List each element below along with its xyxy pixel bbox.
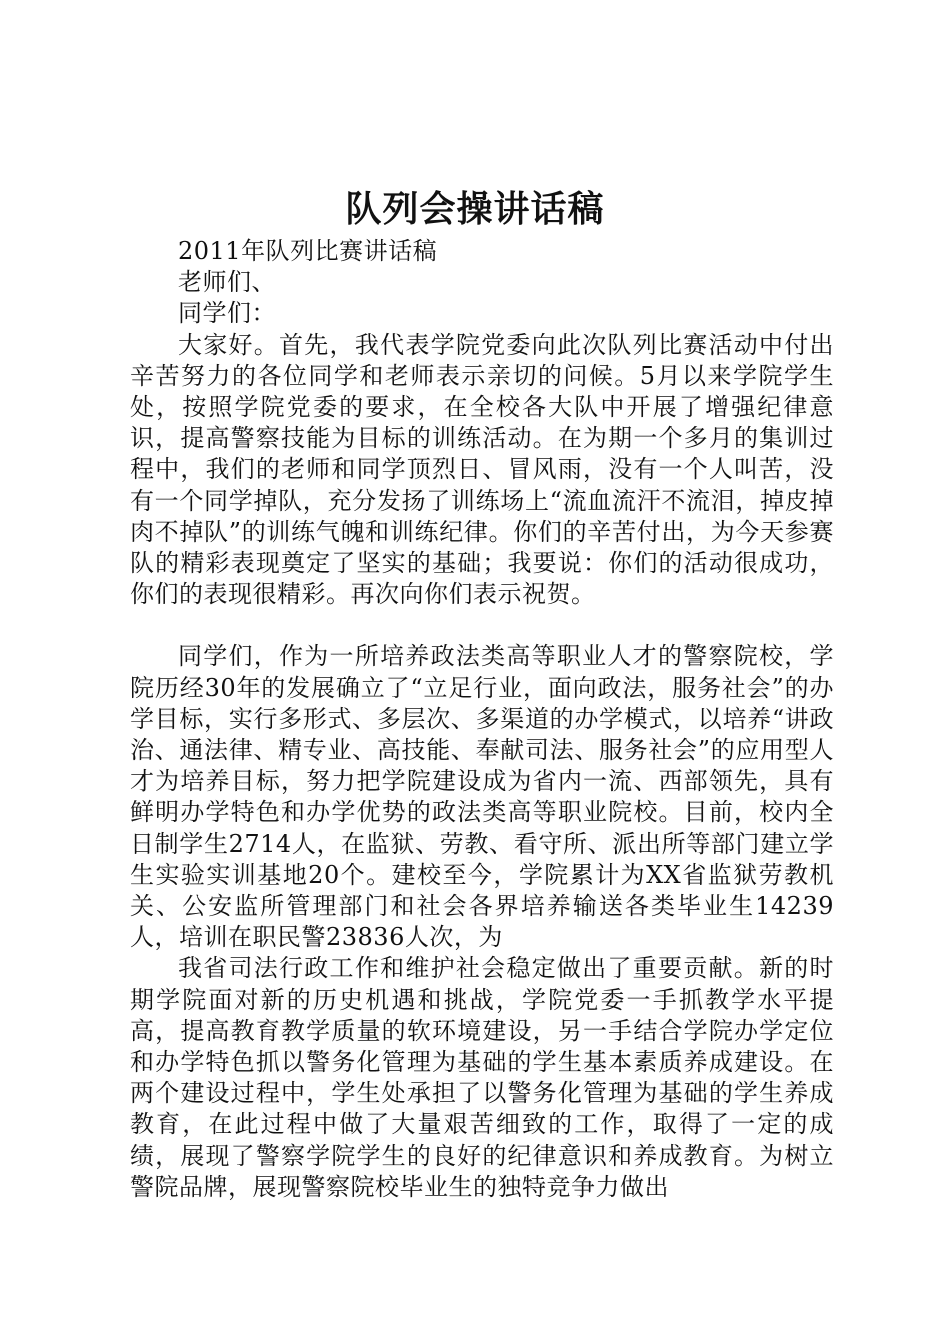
body-paragraph-greeting: 大家好。首先，我代表学院党委向此次队列比赛活动中付出辛苦努力的各位同学和老师表示亲切的问候。5月以来学院学生处，按照学院党委的要求，在全校各大队中开展了增强纪律意识，提高警察技能为目标的训练活动。在为期一个多月的集训过程中，我们的老师和同学顶烈日、冒风雨，没有一个人叫苦，没有一个同学掉队，充分发扬了训练场上“流血流汗不流泪，掉皮掉肉不掉队”的训练气魄和训练纪律。你们的辛苦付出，为今天参赛队的精彩表现奠定了坚实的基础；我要说：你们的活动很成功，你们的表现很精彩。再次向你们表示祝贺。 [130, 330, 834, 609]
body-paragraph-heading: 2011年队列比赛讲话稿 [178, 237, 438, 265]
body-paragraph-salutation-teachers: 老师们、 [178, 268, 276, 297]
body-paragraph-salutation-students: 同学们： [178, 299, 276, 328]
document-title: 队列会操讲话稿 [345, 189, 605, 230]
body-paragraph-contributions: 我省司法行政工作和维护社会稳定做出了重要贡献。新的时期学院面对新的历史机遇和挑战，学院党委一手抓教学水平提高，提高教育教学质量的软环境建设，另一手结合学院办学定位和办学特色抓以警务化管理为基础的学生基本素质养成建设。在两个建设过程中，学生处承担了以警务化管理为基础的学生养成教育，在此过程中做了大量艰苦细致的工作，取得了一定的成绩，展现了警察学院学生的良好的纪律意识和养成教育。为树立警院品牌，展现警察院校毕业生的独特竞争力做出 [130, 954, 834, 1201]
body-paragraph-college-history: 同学们，作为一所培养政法类高等职业人才的警察院校，学院历经30年的发展确立了“立足行业，面向政法，服务社会”的办学目标，实行多形式、多层次、多渠道的办学模式，以培养“讲政治、通法律、精专业、高技能、奉献司法、服务社会”的应用型人才为培养目标，努力把学院建设成为省内一流、西部领先，具有鲜明办学特色和办学优势的政法类高等职业院校。目前，校内全日制学生2714人，在监狱、劳教、看守所、派出所等部门建立学生实验实训基地20个。建校至今，学院累计为XX省监狱劳教机关、公安监所管理部门和社会各界培养输送各类毕业生14239人，培训在职民警23836人次，为 [130, 642, 834, 952]
document-body [130, 236, 834, 1203]
